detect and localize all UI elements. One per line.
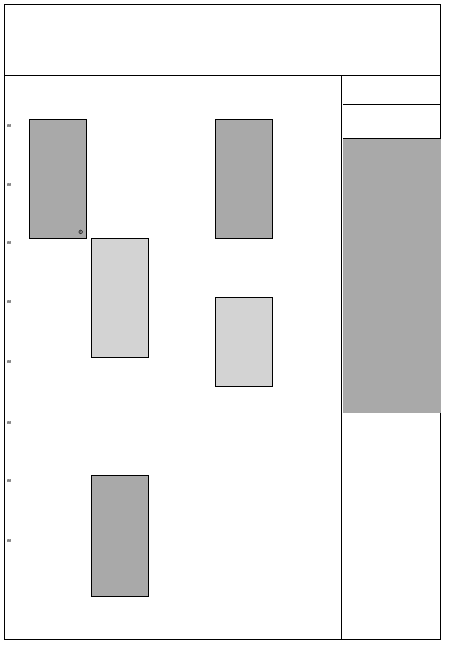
todo-title — [343, 77, 441, 105]
hour-label: 00 — [7, 478, 11, 483]
day-header-fri — [279, 78, 335, 88]
hour-label: 00 — [7, 538, 11, 543]
hour-label: 00 — [7, 240, 11, 245]
hour-label: 00 — [7, 420, 11, 425]
event-block[interactable] — [91, 475, 149, 597]
hour-label: 00 — [7, 359, 11, 364]
day-header-tue — [93, 78, 149, 88]
day-header-mon — [32, 78, 88, 88]
day-header-thu — [217, 78, 273, 88]
day-header-wed — [155, 78, 211, 88]
todo-list — [343, 139, 441, 413]
page-header — [4, 4, 441, 76]
event-block[interactable] — [215, 119, 273, 239]
todo-sort-selector[interactable] — [343, 105, 441, 139]
hour-label: 00 — [7, 123, 11, 128]
hour-label: 00 — [7, 299, 11, 304]
hour-label: 00 — [7, 182, 11, 187]
event-block[interactable] — [215, 297, 273, 387]
event-block[interactable] — [91, 238, 149, 358]
paperclip-icon: ⚙ — [78, 229, 84, 236]
event-block[interactable] — [29, 119, 87, 239]
